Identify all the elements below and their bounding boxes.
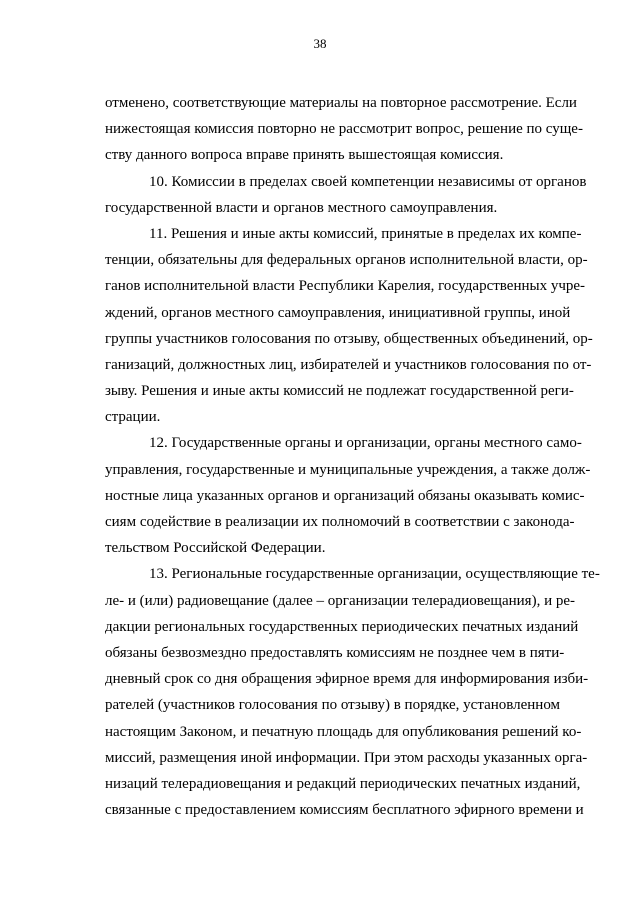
page-number: 38 [313,36,327,51]
text-line: рателей (участников голосования по отзыву) в порядке, установленном [105,697,561,714]
text-line: зыву. Решения и иные акты комиссий не подлежат государственной реги- [105,383,574,400]
text-line: дневный срок со дня обращения эфирное время для информирования изби- [105,671,589,688]
text-line: низаций телерадиовещания и редакций периодических печатных изданий, [105,775,581,792]
text-line: тенции, обязательны для федеральных органов исполнительной власти, ор- [105,252,588,269]
text-line: ству данного вопроса вправе принять вышестоящая комиссия. [105,147,504,164]
text-line: сиям содействие в реализации их полномочий в соответствии с законода- [105,514,575,530]
text-line: нижестоящая комиссия повторно не рассмотрит вопрос, решение по суще- [105,121,583,138]
text-line: дакции региональных государственных периодических печатных изданий [105,618,579,635]
text-line: ганов исполнительной власти Республики Карелия, государственных учре- [105,278,586,295]
text-line: 11. Решения и иные акты комиссий, принятые в пределах их компе- [149,225,582,242]
text-line: связанные с предоставлением комиссиям бесплатного эфирного времени и [105,802,584,819]
text-line: 13. Региональные государственные организации, осуществляющие те- [149,566,600,583]
text-line: страции. [105,409,161,426]
text-line: группы участников голосования по отзыву, общественных объединений, ор- [105,330,593,347]
text-line: 10. Комиссии в пределах своей компетенции независимы от органов [149,173,587,190]
paragraph-p-11 [105,221,593,431]
text-line: отменено, соответствующие материалы на повторное рассмотрение. Если [105,95,577,111]
text-line: настоящим Законом, и печатную площадь для опубликования решений ко- [105,723,582,740]
document-body [105,90,600,823]
text-line: ле- и (или) радиовещание (далее – организации телерадиовещания), и ре- [105,592,575,609]
text-line: ностные лица указанных органов и организаций обязаны оказывать комис- [105,487,585,504]
text-line: тельством Российской Федерации. [105,540,326,557]
text-line: государственной власти и органов местного самоуправления. [105,199,498,216]
paragraph-p-10 [105,169,587,221]
paragraph-p-cont [105,90,583,169]
text-line: обязаны безвозмездно предоставлять комиссиям не позднее чем в пяти- [105,644,565,661]
text-line: ганизаций, должностных лиц, избирателей и участников голосования по от- [105,356,592,373]
text-line: 12. Государственные органы и организации, органы местного само- [149,435,582,452]
paragraph-p-12 [105,430,591,561]
text-line: управления, государственные и муниципальные учреждения, а также долж- [105,461,591,478]
paragraph-p-13 [105,561,600,823]
text-line: ждений, органов местного самоуправления, инициативной группы, иной [105,304,571,321]
text-line: миссий, размещения иной информации. При этом расходы указанных орга- [105,749,588,766]
